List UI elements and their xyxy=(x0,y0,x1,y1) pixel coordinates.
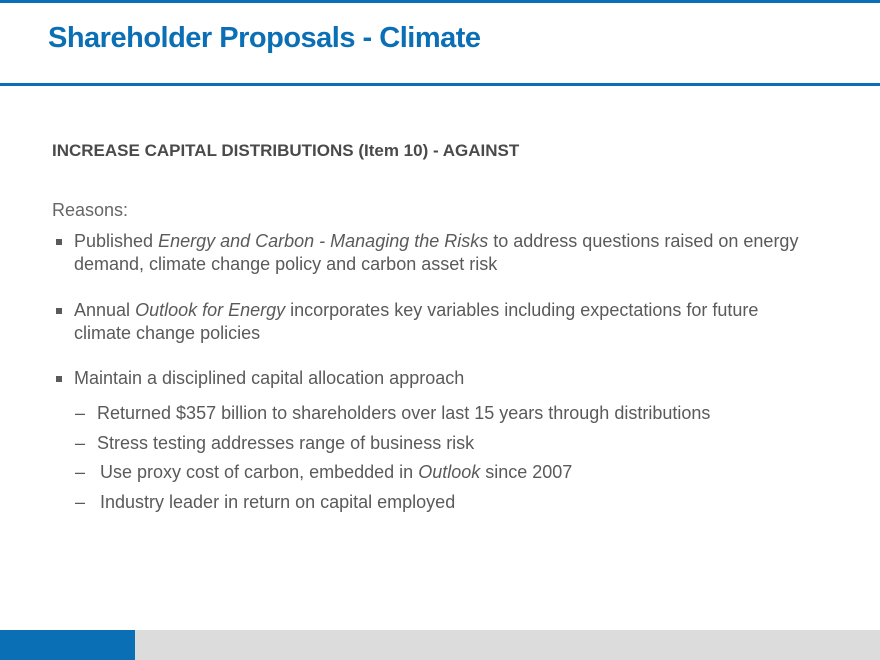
square-bullet-icon xyxy=(56,376,62,382)
bullet-text: Published Energy and Carbon - Managing the Risks to address questions raised on energy demand, climate change policy and carbon asset risk xyxy=(74,231,799,274)
bullet-item xyxy=(52,230,812,276)
dash-bullet-icon: – xyxy=(75,433,86,453)
reasons-label: Reasons: xyxy=(52,200,129,220)
bullet-item xyxy=(52,299,812,345)
dash-bullet-icon: – xyxy=(75,462,86,482)
sub-bullet-text: Returned $357 billion to shareholders over last 15 years through distributions xyxy=(97,403,711,423)
section-heading: INCREASE CAPITAL DISTRIBUTIONS (Item 10) - AGAINST xyxy=(52,141,520,160)
slide-title: Shareholder Proposals - Climate xyxy=(48,22,481,54)
bullet-text: Maintain a disciplined capital allocation approach xyxy=(74,368,465,388)
sub-bullet-text: Industry leader in return on capital employed xyxy=(100,492,456,512)
footer-accent-block xyxy=(0,630,135,660)
bullet-text: Annual Outlook for Energy incorporates key variables including expectations for future climate change policies xyxy=(74,300,759,343)
square-bullet-icon xyxy=(56,239,62,245)
square-bullet-icon xyxy=(56,308,62,314)
bullet-item xyxy=(52,367,812,390)
sub-bullet-text: Use proxy cost of carbon, embedded in Outlook since 2007 xyxy=(100,462,573,482)
top-accent-rule xyxy=(0,0,880,3)
sub-bullet-text: Stress testing addresses range of business risk xyxy=(97,433,475,453)
dash-bullet-icon: – xyxy=(75,403,86,423)
title-divider xyxy=(0,83,880,86)
dash-bullet-icon: – xyxy=(75,492,86,512)
